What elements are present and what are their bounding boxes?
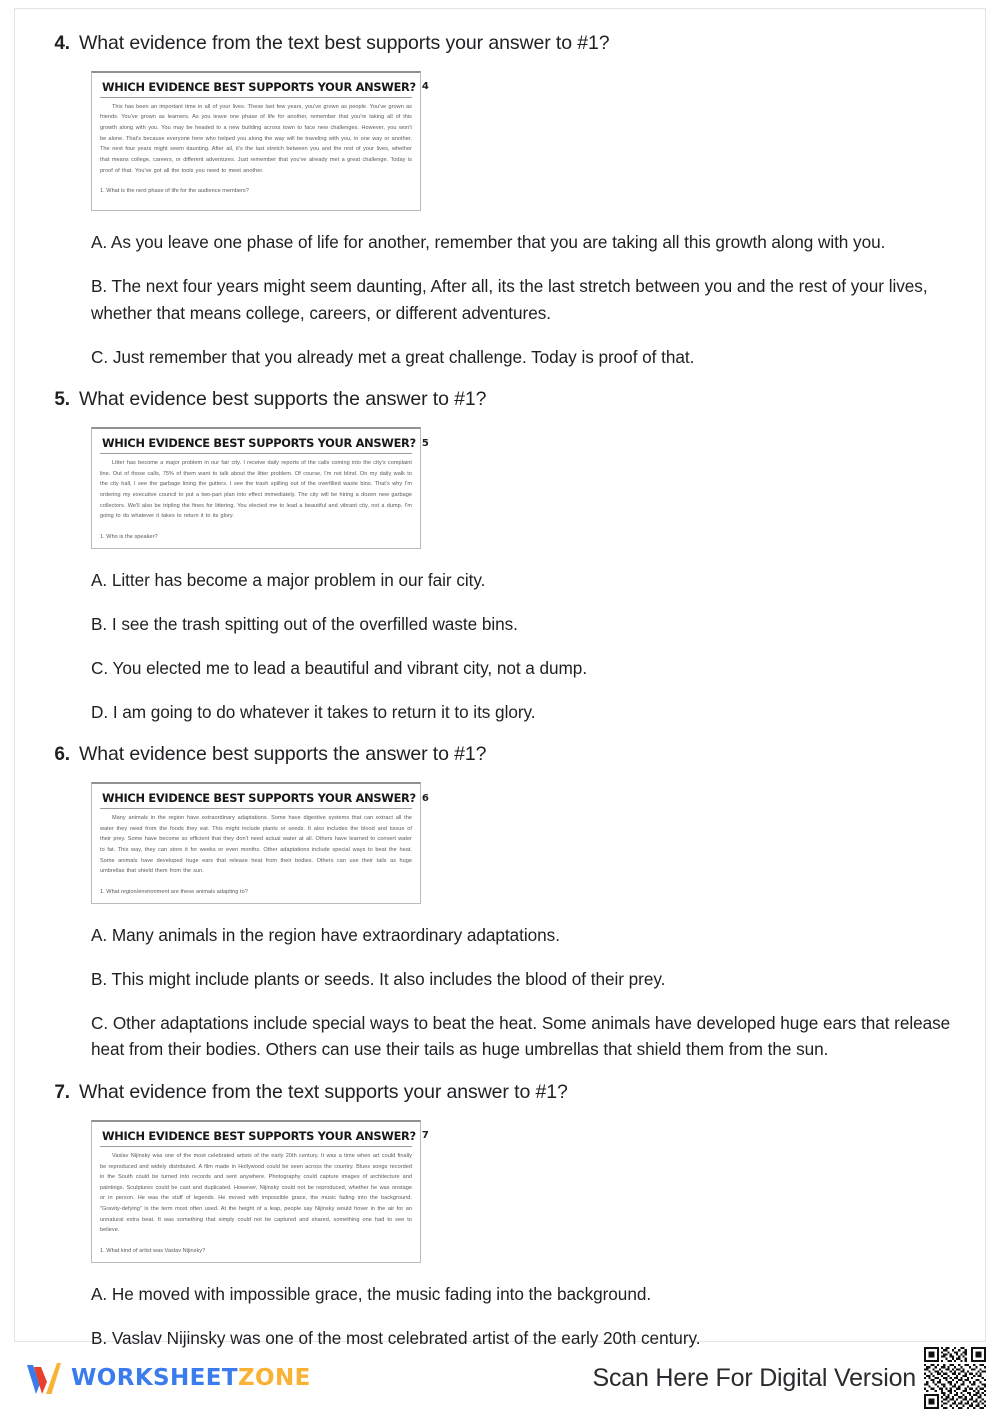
- thumbnail-prompt: 1. What is the next phase of life for the audience members?: [100, 188, 249, 195]
- answer-choice[interactable]: B. Vaslav Nijinsky was one of the most celebrated artist of the early 20th century.: [91, 1327, 701, 1348]
- question-prompt: What evidence best supports the answer to #1?: [79, 743, 487, 766]
- question-heading: [49, 31, 951, 57]
- answer-choices: [91, 1281, 951, 1352]
- passage-thumbnail[interactable]: [91, 1120, 429, 1263]
- thumbnail-title: WHICH EVIDENCE BEST SUPPORTS YOUR ANSWER?: [102, 79, 416, 94]
- thumbnail-number: 6: [421, 792, 429, 804]
- page-footer: [14, 1348, 986, 1408]
- worksheet-sheet: [14, 8, 986, 1348]
- thumbnail-number: 5: [421, 437, 429, 449]
- question-number: 4.: [54, 33, 70, 54]
- question-heading: [49, 387, 951, 413]
- question-block: [49, 31, 951, 370]
- scan-section[interactable]: [592, 1347, 986, 1409]
- question-block: [49, 742, 951, 1063]
- worksheet-zone-logo[interactable]: [24, 1358, 311, 1398]
- passage-thumbnail[interactable]: [91, 782, 429, 904]
- answer-choices: [91, 567, 951, 725]
- question-prompt: What evidence from the text supports your answer to #1?: [79, 1081, 568, 1104]
- thumbnail-header: [100, 77, 429, 98]
- logo-primary-text: WORKSHEET: [71, 1365, 238, 1391]
- thumbnail-number: 4: [421, 81, 429, 93]
- thumbnail-prompt: 1. What kind of artist was Vaslav Nijinsky?: [100, 1247, 206, 1254]
- logo-text: [71, 1365, 311, 1391]
- answer-choice[interactable]: B. I see the trash spitting out of the overfilled waste bins.: [91, 613, 518, 634]
- question-number: 5.: [54, 389, 70, 411]
- qr-code-icon[interactable]: [924, 1347, 986, 1409]
- question-number: 6.: [54, 744, 70, 766]
- thumbnail-header: [100, 433, 429, 454]
- thumbnail-prompt: 1. What region/environment are these animals adapting to?: [100, 888, 248, 895]
- thumbnail-header: [100, 1126, 429, 1147]
- question-prompt: What evidence best supports the answer to #1?: [79, 388, 487, 411]
- thumbnail-title: WHICH EVIDENCE BEST SUPPORTS YOUR ANSWER?: [102, 436, 416, 451]
- answer-choice[interactable]: C. Just remember that you already met a great challenge. Today is proof of that.: [91, 346, 695, 367]
- logo-mark-icon: [24, 1358, 62, 1398]
- answer-choice[interactable]: C. Other adaptations include special ways to beat the heat. Some animals have developed huge ears that release heat from their bodies. Others can use their tails as huge umbrellas that shield them from the sun.: [91, 1012, 951, 1060]
- answer-choice[interactable]: C. You elected me to lead a beautiful and vibrant city, not a dump.: [91, 657, 588, 678]
- answer-choice[interactable]: B. The next four years might seem daunting, After all, its the last stretch between you and the rest of your lives, whether that means college, careers, or different adventures.: [91, 276, 928, 323]
- passage-thumbnail[interactable]: [91, 427, 429, 549]
- question-heading: [49, 742, 951, 768]
- answer-choice[interactable]: A. Litter has become a major problem in our fair city.: [91, 570, 486, 591]
- thumbnail-title: WHICH EVIDENCE BEST SUPPORTS YOUR ANSWER?: [102, 1128, 416, 1143]
- thumbnail-passage: Litter has become a major problem in our fair city. I receive daily reports of the calls coming into the city's complaint line. Out of those calls, 75% of them want to talk about the litter problem. Of course, I'm not blind. On my daily walk to the city hall, I see the garbage lining the gutters. I see the trash spilling out of the overfilled waste bins. That's why I'm ordering my executive council to put a two-part plan into effect immediately. The city will be hiring a dozen new garbage collectors. We'll also be tripling the fines for littering. You elected me to lead a beautiful and vibrant city, not a dump. I'm going to do whatever it takes to return it to its glory.: [100, 460, 412, 520]
- answer-choice[interactable]: D. I am going to do whatever it takes to return it to its glory.: [91, 701, 536, 722]
- question-prompt: What evidence from the text best supports your answer to #1?: [79, 32, 610, 54]
- thumbnail-number: 7: [421, 1130, 429, 1142]
- question-number: 7.: [54, 1082, 70, 1104]
- thumbnail-prompt: 1. Who is the speaker?: [100, 534, 158, 541]
- scan-label: Scan Here For Digital Version: [592, 1363, 916, 1392]
- thumbnail-title: WHICH EVIDENCE BEST SUPPORTS YOUR ANSWER?: [102, 791, 416, 806]
- logo-secondary-text: ZONE: [237, 1365, 311, 1391]
- answer-choice[interactable]: B. This might include plants or seeds. It also includes the blood of their prey.: [91, 968, 666, 989]
- answer-choices: [91, 229, 951, 370]
- question-heading: [49, 1080, 951, 1106]
- thumbnail-spacer: [100, 194, 412, 202]
- thumbnail-passage: This has been an important time in all of your lives. These last few years, you've grown as people. You've grown as friends. You've grown as learners. As you leave one phase of life for another, remember that you're taking all of this growth along with you. You may be headed to a new building across town to face new challenges. However, you won't be alone. That's because everyone here who helped you along the way will be traveling with you, in one way or another. The next four years might seem daunting. After all, it's the last stretch between you and the rest of your lives, whether that means college, careers, or different adventures. Just remember that you've already met a great challenge. Today is proof of that. You've got all the tools you need to meet another.: [100, 103, 412, 174]
- question-block: [49, 1080, 951, 1351]
- question-block: [49, 387, 951, 725]
- thumbnail-passage: Vaslav Nijinsky was one of the most celebrated artists of the early 20th century. It was a time when art could finally be reproduced and widely distributed. A film made in Hollywood could be seen across the country. Blues songs recorded in the South could be turned into records and sent anywhere. Photography could capture images of architecture and paintings. Sculptures could be cast and duplicated. However, Nijinsky could not be reproduced, whether he was onstage or in person. He was the stuff of legends. He moved with impossible grace, the music fading into the background. "Gravity-defying" is the term most often used. At the height of a leap, people say Nijinsky would hover in the air for an unnatural extra beat. It was something that simply could not be captured and shared, something one had to see to believe.: [100, 1152, 412, 1234]
- thumbnail-passage: Many animals in the region have extraordinary adaptations. Some have digestive systems that can extract all the water they need from the foods they eat. This might include plants or seeds. It also includes the blood and tissue of their prey. Some have become so efficient that they don't need actual water at all. Others have learned to convert water to fat. This way, they can store it for weeks or even months. Other adaptations include special ways to beat the heat. Some animals have developed huge ears that release heat from their bodies. Others can use their tails as huge umbrellas that shield them from the sun.: [100, 815, 412, 875]
- thumbnail-header: [100, 788, 429, 809]
- passage-thumbnail[interactable]: [91, 71, 429, 211]
- answer-choice[interactable]: A. He moved with impossible grace, the music fading into the background.: [91, 1283, 652, 1304]
- answer-choices: [91, 922, 951, 1063]
- answer-choice[interactable]: A. Many animals in the region have extraordinary adaptations.: [91, 924, 560, 945]
- answer-choice[interactable]: A. As you leave one phase of life for another, remember that you are taking all this growth along with you.: [91, 232, 886, 253]
